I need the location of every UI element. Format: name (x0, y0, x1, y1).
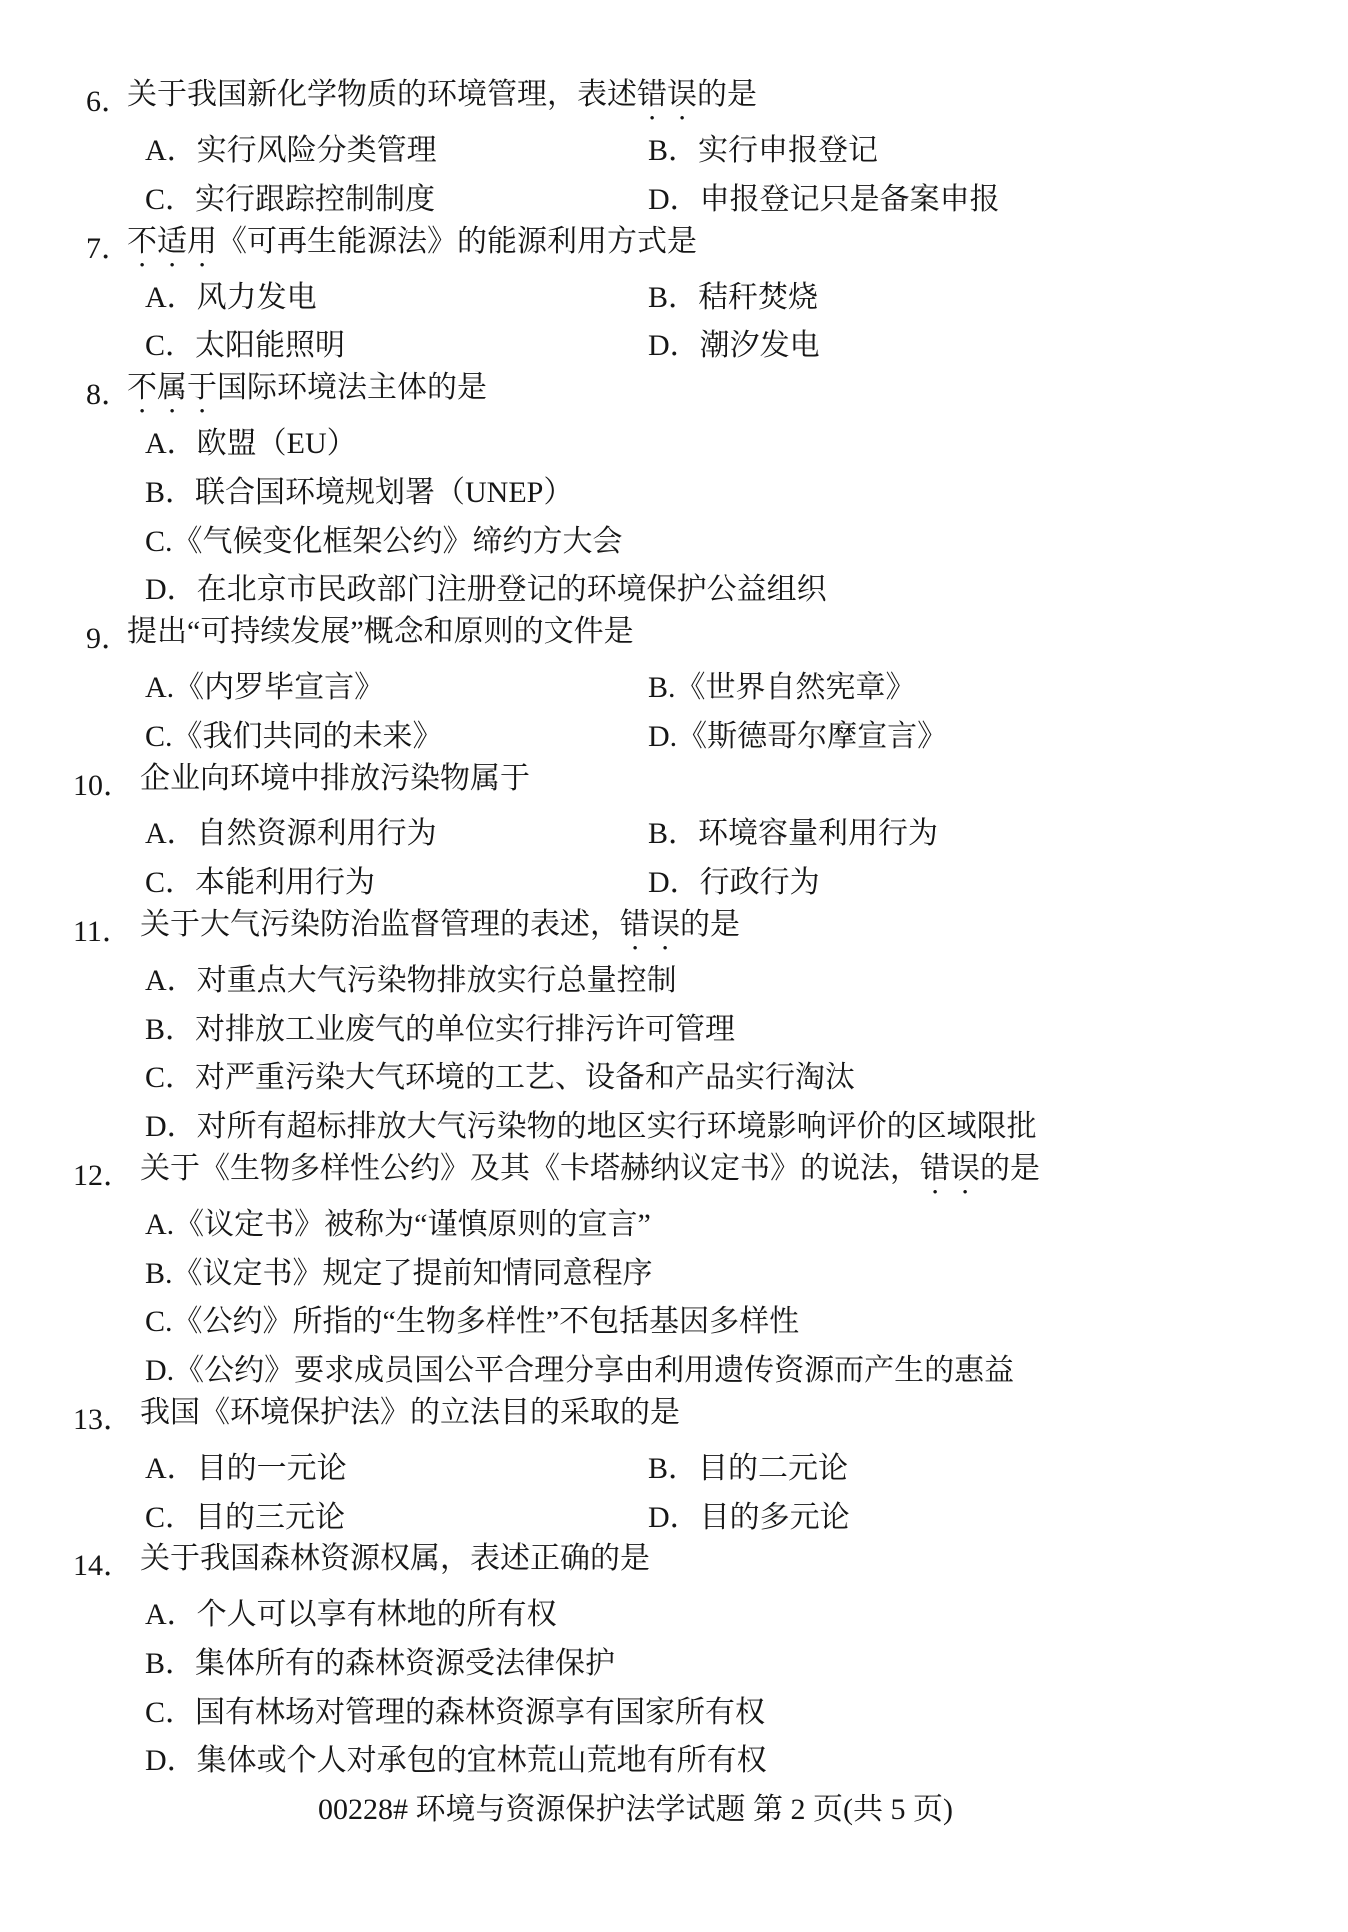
question-stem (140, 899, 740, 957)
question-stem (140, 1533, 650, 1591)
option-b: B．环境容量利用行为 (648, 817, 939, 851)
option-d: D．行政行为 (648, 866, 820, 900)
question-number: 10． (73, 768, 133, 802)
question-number: 9． (86, 622, 131, 656)
stem-text: 国际环境法主体的是 (217, 371, 487, 405)
option-b: B．集体所有的森林资源受法律保护 (145, 1646, 616, 1680)
option-d: D．申报登记只是备案申报 (648, 182, 1000, 216)
option-a: A．实行风险分类管理 (145, 134, 437, 168)
option-b: B.《议定书》规定了提前知情同意程序 (145, 1256, 653, 1290)
option-a: A．欧盟（EU） (145, 426, 357, 460)
option-d: D.《斯德哥尔摩宣言》 (648, 719, 948, 753)
question-6-header (0, 74, 1348, 123)
question-stem (127, 606, 634, 664)
option-c: C.《公约》所指的“生物多样性”不包括基因多样性 (145, 1305, 800, 1339)
question-number: 14． (73, 1549, 133, 1583)
option-b: B．秸秆焚烧 (648, 280, 819, 314)
question-8-header (0, 367, 1348, 416)
option-b: B．对排放工业废气的单位实行排污许可管理 (145, 1012, 736, 1046)
option-c: C.《气候变化框架公约》缔约方大会 (145, 524, 623, 558)
stem-text: 提出“可持续发展”概念和原则的文件是 (127, 615, 634, 649)
question-9-options-row-1 (0, 660, 1348, 709)
question-11-option-c-row (0, 1050, 1348, 1099)
question-13-options-row-2 (0, 1489, 1348, 1538)
question-6-options-row-2 (0, 172, 1348, 221)
question-stem (127, 216, 697, 274)
question-stem (127, 69, 757, 127)
stem-text: 关于《生物多样性公约》及其《卡塔赫纳议定书》的说法， (140, 1151, 920, 1185)
option-d: D.《公约》要求成员国公平合理分享由利用遗传资源而产生的惠益 (145, 1354, 1015, 1388)
question-12-option-c-row (0, 1294, 1348, 1343)
question-14-option-a-row (0, 1587, 1348, 1636)
question-14-option-c-row (0, 1684, 1348, 1733)
question-6-options-row-1 (0, 123, 1348, 172)
question-10-header (0, 757, 1348, 806)
question-12-option-a-row (0, 1196, 1348, 1245)
question-number: 7． (86, 231, 131, 265)
question-stem (140, 753, 530, 811)
option-c: C．本能利用行为 (145, 866, 376, 900)
option-c: C．实行跟踪控制制度 (145, 182, 436, 216)
question-8-option-d-row (0, 562, 1348, 611)
question-14-option-d-row (0, 1733, 1348, 1782)
stem-text: 的是 (680, 907, 740, 941)
option-c: C．目的三元论 (145, 1500, 346, 1534)
page-footer-text: 00228# 环境与资源保护法学试题 第 2 页(共 5 页) (318, 1793, 953, 1827)
option-d: D．对所有超标排放大气污染物的地区实行环境影响评价的区域限批 (145, 1110, 1037, 1144)
option-c: C.《我们共同的未来》 (145, 719, 443, 753)
question-11-option-b-row (0, 1001, 1348, 1050)
stem-text: 的是 (697, 78, 757, 112)
stem-emphasized-text: 不属于 (127, 371, 217, 405)
question-11-header (0, 904, 1348, 953)
question-number: 8． (86, 378, 131, 412)
question-11-option-d-row (0, 1099, 1348, 1148)
stem-text: 关于我国新化学物质的环境管理，表述 (127, 78, 637, 112)
question-12-option-d-row (0, 1343, 1348, 1392)
question-7-header (0, 220, 1348, 269)
stem-emphasized-text: 错误 (637, 78, 697, 112)
question-14-header (0, 1538, 1348, 1587)
question-14-option-b-row (0, 1636, 1348, 1685)
option-a: A．对重点大气污染物排放实行总量控制 (145, 963, 677, 997)
question-7-options-row-1 (0, 269, 1348, 318)
stem-text: 关于大气污染防治监督管理的表述， (140, 907, 620, 941)
option-a: A．目的一元论 (145, 1451, 347, 1485)
question-12-option-b-row (0, 1245, 1348, 1294)
page-footer (0, 1782, 1348, 1831)
option-a: A．个人可以享有林地的所有权 (145, 1598, 557, 1632)
option-b: B．实行申报登记 (648, 134, 879, 168)
stem-text: 关于我国森林资源权属，表述正确的是 (140, 1542, 650, 1576)
question-8-option-a-row (0, 416, 1348, 465)
question-8-option-c-row (0, 513, 1348, 562)
question-13-options-row-1 (0, 1440, 1348, 1489)
question-9-options-row-2 (0, 708, 1348, 757)
question-number: 13． (73, 1402, 133, 1436)
option-a: A.《内罗毕宣言》 (145, 670, 385, 704)
question-9-header (0, 611, 1348, 660)
option-c: C．国有林场对管理的森林资源享有国家所有权 (145, 1695, 766, 1729)
option-c: C．太阳能照明 (145, 329, 346, 363)
question-stem (140, 1387, 680, 1445)
question-10-options-row-2 (0, 855, 1348, 904)
question-13-header (0, 1392, 1348, 1441)
option-b: B．目的二元论 (648, 1451, 849, 1485)
question-number: 11． (73, 914, 132, 948)
question-stem (140, 1143, 1040, 1201)
question-12-header (0, 1148, 1348, 1197)
option-d: D．集体或个人对承包的宜林荒山荒地有所有权 (145, 1744, 767, 1778)
stem-emphasized-text: 错误 (620, 907, 680, 941)
question-number: 6． (86, 85, 131, 119)
option-d: D．在北京市民政部门注册登记的环境保护公益组织 (145, 573, 827, 607)
stem-text: 企业向环境中排放污染物属于 (140, 761, 530, 795)
question-11-option-a-row (0, 952, 1348, 1001)
option-c: C．对严重污染大气环境的工艺、设备和产品实行淘汰 (145, 1061, 856, 1095)
stem-text: 《可再生能源法》的能源利用方式是 (217, 224, 697, 258)
stem-emphasized-text: 错误 (920, 1151, 980, 1185)
option-d: D．潮汐发电 (648, 329, 820, 363)
option-b: B.《世界自然宪章》 (648, 670, 916, 704)
stem-text: 我国《环境保护法》的立法目的采取的是 (140, 1395, 680, 1429)
option-b: B．联合国环境规划署（UNEP） (145, 475, 574, 509)
question-10-options-row-1 (0, 806, 1348, 855)
question-7-options-row-2 (0, 318, 1348, 367)
question-8-option-b-row (0, 464, 1348, 513)
question-number: 12． (73, 1158, 133, 1192)
option-d: D．目的多元论 (648, 1500, 850, 1534)
stem-emphasized-text: 不适用 (127, 224, 217, 258)
option-a: A.《议定书》被称为“谨慎原则的宣言” (145, 1207, 651, 1241)
question-stem (127, 362, 487, 420)
stem-text: 的是 (980, 1151, 1040, 1185)
option-a: A．风力发电 (145, 280, 317, 314)
option-a: A．自然资源利用行为 (145, 817, 437, 851)
